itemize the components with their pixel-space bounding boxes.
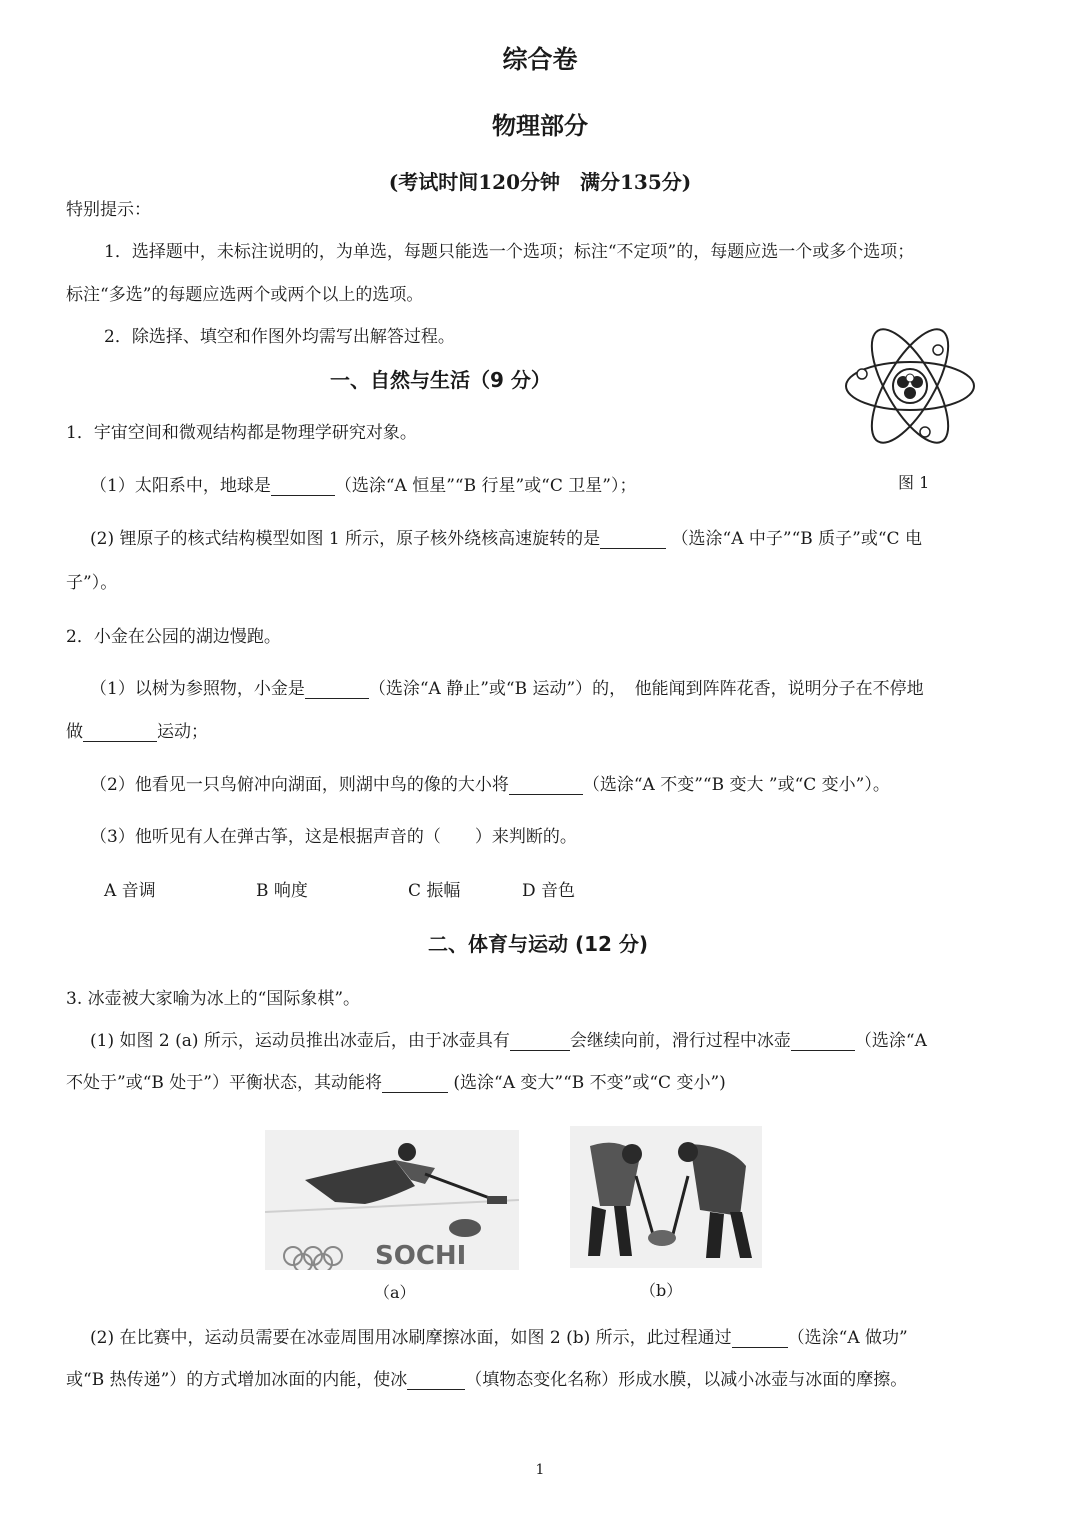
curling-sweeping-image — [570, 1126, 762, 1268]
question-2-1-options: （选涂“A 静止”或“B 运动”）的， 他能闻到阵阵花香，说明分子在不停地 — [368, 679, 924, 699]
page-subtitle: 物理部分 — [492, 112, 588, 140]
question-2-1-cont — [66, 717, 208, 742]
question-3-1-text-2: 会继续向前，滑行过程中冰壶 — [569, 1031, 791, 1051]
question-2-1 — [90, 674, 924, 699]
question-3-2-cont-end: （填物态变化名称）形成水膜，以减小冰壶与冰面的摩擦。 — [465, 1370, 908, 1390]
question-3-1-cont-text: 不处于”或“B 处于”）平衡状态，其动能将 — [66, 1073, 382, 1093]
question-3-1-text: (1) 如图 2 (a) 所示，运动员推出冰壶后，由于冰壶具有 — [90, 1031, 510, 1051]
option-c[interactable]: C 振幅 — [408, 881, 461, 901]
question-3-2-cont — [66, 1365, 907, 1390]
exam-info: (考试时间120分钟 满分135分) — [388, 170, 692, 194]
answer-blank[interactable] — [305, 680, 369, 699]
answer-blank[interactable] — [791, 1032, 855, 1051]
answer-blank[interactable] — [509, 776, 583, 795]
question-3-2-cont-text: 或“B 热传递”）的方式增加冰面的内能，使冰 — [66, 1370, 408, 1390]
question-2-3: （3）他听见有人在弹古筝，这是根据声音的（ ）来判断的。 — [90, 827, 577, 847]
figure-2a-caption: （a） — [374, 1283, 416, 1302]
figure-1-caption: 图 1 — [898, 473, 930, 492]
answer-blank[interactable] — [271, 477, 335, 496]
atom-figure — [840, 310, 980, 460]
question-1: 1．宇宙空间和微观结构都是物理学研究对象。 — [66, 423, 417, 443]
question-3: 3. 冰壶被大家喻为冰上的“国际象棋”。 — [66, 989, 361, 1009]
option-b[interactable]: B 响度 — [256, 881, 308, 901]
option-a[interactable]: A 音调 — [104, 881, 156, 901]
question-1-1-text: （1）太阳系中，地球是 — [90, 476, 271, 496]
notice-item-2: 2．除选择、填空和作图外均需写出解答过程。 — [104, 327, 455, 347]
section-1-heading: 一、自然与生活（9 分） — [330, 368, 551, 392]
question-1-2-options: （选涂“A 中子”“B 质子”或“C 电 — [671, 529, 922, 549]
curling-athlete-image — [265, 1130, 519, 1270]
question-3-2 — [90, 1323, 908, 1348]
figure-2b-caption: （b） — [640, 1281, 683, 1300]
section-2-heading: 二、体育与运动 (12 分) — [428, 932, 649, 956]
notice-item-1: 1．选择题中，未标注说明的，为单选，每题只能选一个选项；标注“不定项”的，每题应选一个或多个选项； — [104, 242, 915, 262]
question-3-1-text-3: （选涂“A — [854, 1031, 927, 1051]
question-1-2-text: (2) 锂原子的核式结构模型如图 1 所示，原子核外绕核高速旋转的是 — [90, 529, 601, 549]
page-title: 综合卷 — [502, 45, 578, 74]
answer-blank[interactable] — [732, 1329, 788, 1348]
question-2-1-cont-end: 运动； — [157, 722, 208, 742]
curling-photo-a — [265, 1130, 519, 1270]
question-2-2-text: （2）他看见一只鸟俯冲向湖面，则湖中鸟的像的大小将 — [90, 775, 509, 795]
answer-blank[interactable] — [407, 1371, 465, 1390]
atom-model-image — [840, 310, 980, 460]
question-3-1-options: (选涂“A 变大”“B 不变”或“C 变小”) — [453, 1073, 726, 1093]
question-1-1 — [90, 471, 636, 496]
question-2-2 — [90, 770, 890, 795]
question-3-2-text: (2) 在比赛中，运动员需要在冰壶周围用冰刷摩擦冰面，如图 2 (b) 所示，此过程通过 — [90, 1328, 732, 1348]
answer-blank[interactable] — [382, 1074, 448, 1093]
option-d[interactable]: D 音色 — [522, 881, 576, 901]
question-3-1 — [90, 1026, 927, 1051]
answer-blank[interactable] — [83, 723, 157, 742]
answer-blank[interactable] — [600, 530, 666, 549]
question-1-2 — [90, 524, 922, 549]
curling-photo-b — [570, 1126, 762, 1268]
question-1-2-cont: 子”）。 — [66, 573, 118, 593]
notice-label: 特别提示： — [66, 200, 151, 220]
question-2-1-text: （1）以树为参照物，小金是 — [90, 679, 305, 699]
svg-text:SOCHI: SOCHI — [375, 1241, 467, 1270]
page-number: 1 — [535, 1462, 545, 1478]
question-2: 2．小金在公园的湖边慢跑。 — [66, 627, 281, 647]
question-2-2-options: （选涂“A 不变”“B 变大 ”或“C 变小”）。 — [582, 775, 890, 795]
question-3-1-cont — [66, 1068, 726, 1093]
answer-blank[interactable] — [510, 1032, 570, 1051]
question-3-2-options: （选涂“A 做功” — [787, 1328, 908, 1348]
question-2-1-cont-text: 做 — [66, 722, 83, 742]
question-1-1-options: （选涂“A 恒星”“B 行星”或“C 卫星”）； — [334, 476, 637, 496]
notice-item-1-cont: 标注“多选”的每题应选两个或两个以上的选项。 — [66, 285, 424, 305]
